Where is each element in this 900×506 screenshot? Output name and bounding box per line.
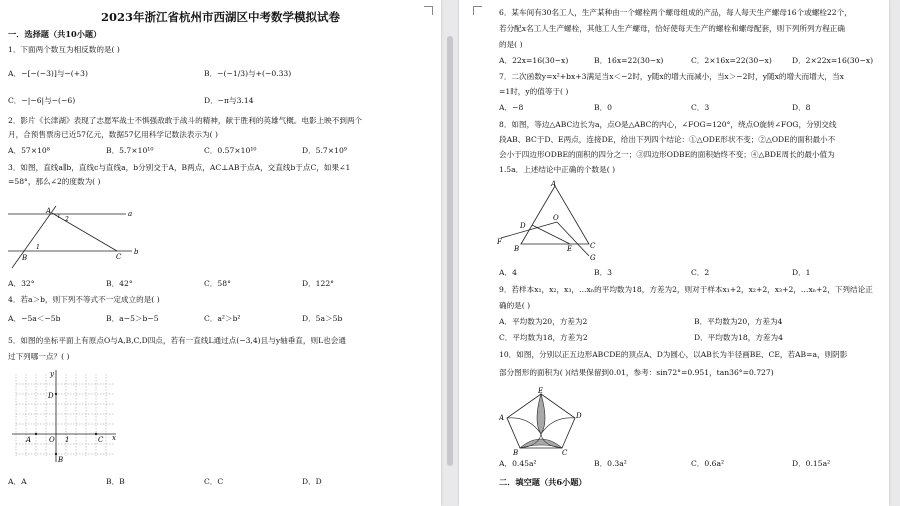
q5-option-a: A．A: [8, 477, 27, 486]
q3-option-d: D．122°: [302, 279, 334, 288]
label-point-g: G: [590, 254, 596, 262]
q5-option-b: B．B: [106, 477, 125, 486]
q1-option-b: B．−(−1/3)与+(−0.33): [204, 69, 292, 78]
question-9-line-2: 确的是( ): [499, 301, 531, 310]
q4-option-b: B．a−5＞b−5: [106, 314, 159, 323]
q9-option-b: B．平均数为20，方差为4: [694, 317, 783, 326]
label-point-b: B: [514, 245, 520, 253]
q2-option-d: D．5.7×10⁹: [302, 146, 347, 155]
q9-option-c: C．平均数为18，方差为2: [499, 333, 588, 342]
label-angle-1: 1: [36, 244, 40, 251]
label-one: 1: [65, 436, 70, 444]
label-point-a: A: [26, 436, 32, 444]
q1-option-a: A．−[−(−3)]与−(+3): [8, 69, 88, 78]
q10-option-a: A．0.45a²: [499, 459, 537, 468]
label-point-o: O: [553, 214, 559, 222]
q3-option-a: A．32°: [8, 279, 35, 288]
q3-option-b: B．42°: [106, 279, 133, 288]
label-point-a: A: [46, 207, 52, 215]
figure-equilateral-triangle: [497, 180, 607, 262]
label-point-c: C: [116, 253, 122, 261]
question-9-line-1: 9．若样本x₁，x₂，x₃，…xₙ的平均数为18，方差为2，则对于样本x₁+2，x₂+2，x₃+2，…xₙ+2，下列结论正: [499, 285, 873, 294]
question-4: 4．若a＞b，则下列不等式不一定成立的是( ): [8, 295, 160, 304]
question-8-line-2: 段AB、BC于D、E两点，连接DE，给出下列四个结论：①△ODE形状不变；②△ODE的面积最小不: [499, 135, 836, 144]
q4-option-a: A．−5a＜−5b: [8, 314, 61, 323]
question-10-line-1: 10．如图，分别以正五边形ABCDE的顶点A、D为圆心，以AB长为半径画BE、CE，若AB=a，则阴影: [499, 350, 848, 359]
figure-coordinate-grid: [10, 368, 122, 466]
q7-option-a: A．−8: [499, 103, 524, 112]
question-6-line-1: 6．某车间有30名工人，生产某种由一个螺栓两个螺母组成的产品，每人每天生产螺母16个或螺栓22个，: [499, 8, 852, 17]
q6-option-c: C．2×16x=22(30−x): [691, 56, 772, 65]
label-a: a: [128, 210, 133, 218]
label-point-b: B: [513, 449, 519, 456]
q10-option-c: C．0.6a²: [691, 459, 725, 468]
ray-of: [501, 222, 557, 238]
line-c: [12, 206, 56, 268]
q6-option-d: D．2×22x=16(30−x): [792, 56, 874, 65]
q6-option-b: B．16x=22(30−x): [594, 56, 664, 65]
question-5-line-2: 过下列哪一点？( ): [8, 352, 70, 361]
question-10-line-2: 部分图形的面积为( )(结果保留到0.01，参考：sin72°=0.951，tan36°=0.727): [499, 368, 774, 377]
q10-option-d: D．0.15a²: [792, 459, 831, 468]
question-6-line-3: 的是( ): [499, 40, 523, 49]
q7-option-d: D．8: [792, 103, 811, 112]
q8-option-a: A．4: [499, 268, 517, 277]
label-point-d: D: [48, 392, 54, 400]
label-point-b: B: [22, 254, 28, 262]
label-point-c: C: [98, 436, 104, 444]
label-angle-2: 2: [65, 216, 69, 223]
label-point-d: D: [520, 222, 526, 230]
section-heading-choice: 一．选择题（共10小题）: [8, 29, 102, 39]
label-origin: O: [49, 436, 55, 444]
q8-option-c: C．2: [691, 268, 710, 277]
shaded-lens-upper: [537, 394, 545, 434]
q3-option-c: C．58°: [204, 279, 231, 288]
section-heading-fill: 二．填空题（共6小题）: [499, 477, 587, 487]
q2-option-c: C．0.57×10¹⁰: [204, 146, 257, 155]
q1-option-d: D．−π与3.14: [204, 96, 254, 105]
q7-option-b: B．0: [594, 103, 613, 112]
label-point-a: A: [499, 414, 505, 422]
question-6-line-2: 若分配x名工人生产螺栓，其他工人生产螺母，恰好使每天生产的螺栓和螺母配套，则下列所列方程正确: [499, 24, 845, 33]
question-5-line-1: 5．如图的坐标平面上有原点O与A,B,C,D四点，若有一直线L通过点(−3,4)且与y轴垂直，则L也会通: [8, 336, 346, 345]
q8-option-b: B．3: [594, 268, 613, 277]
segment-ac: [52, 213, 117, 251]
label-x: x: [112, 434, 116, 442]
q10-option-b: B．0.3a²: [594, 459, 627, 468]
figure-pentagon: [499, 386, 583, 456]
question-7-line-2: =1时，y的值等于( ): [499, 87, 569, 96]
q8-option-d: D．1: [792, 268, 811, 277]
q5-option-c: C．C: [204, 477, 224, 486]
label-y: y: [50, 370, 54, 378]
label-b: b: [134, 248, 139, 256]
q2-option-a: A．57×10⁸: [8, 146, 50, 155]
q9-option-a: A．平均数为20，方差为2: [499, 317, 588, 326]
q5-option-d: D．D: [302, 477, 322, 486]
label-point-f: F: [497, 238, 502, 246]
q7-option-c: C．3: [691, 103, 710, 112]
page-corner-mark: [473, 6, 482, 15]
q2-option-b: B．5.7×10¹⁰: [106, 146, 154, 155]
question-8-line-4: 1.5a．上述结论中正确的个数是( ): [499, 165, 616, 174]
label-point-c: C: [562, 449, 568, 456]
question-3-line-1: 3．如图，直线a∥b，直线c与直线a，b分别交于A，B两点，AC⊥AB于点A，交直线b于点C，如果∠1: [8, 163, 351, 172]
label-point-a: A: [551, 180, 557, 188]
label-point-b: B: [58, 456, 64, 464]
question-7-line-1: 7．二次函数y=x²+bx+3满足当x＜−2时，y随x的增大而减小，当x＞−2时，y随x的增大而增大，当x: [499, 72, 844, 81]
question-2-line-2: 月，合预售票房已近57亿元，数据57亿用科学记数法表示为( ): [8, 130, 218, 139]
q9-option-d: D．平均数为18，方差为4: [694, 333, 783, 342]
question-1: 1．下面两个数互为相反数的是( ): [8, 45, 120, 54]
segment-de: [532, 225, 570, 244]
question-3-line-2: =58°，那么∠2的度数为( ): [8, 177, 101, 186]
label-point-d: D: [576, 412, 582, 420]
figure-parallel-lines: [8, 204, 140, 272]
ray-og: [557, 222, 589, 256]
label-point-e: E: [567, 245, 573, 253]
right-page: [459, 0, 889, 506]
question-8-line-1: 8．如图，等边△ABC边长为a，点O是△ABC的内心，∠FOG=120°，绕点O旋转∠FOG，分别交线: [499, 120, 837, 129]
q1-option-c: C．−|−6|与−(−6): [8, 96, 76, 105]
q4-option-d: D．5a＞5b: [302, 314, 343, 323]
q6-option-a: A．22x=16(30−x): [499, 56, 569, 65]
page-gap-scrollbar[interactable]: [445, 0, 455, 506]
exam-title: 2023年浙江省杭州市西湖区中考数学模拟试卷: [100, 10, 340, 24]
question-2-line-1: 2．影片《长津湖》表现了志愿军战士不惧强敌敢于战斗的精神，献于胜利的英雄气概。电影上映不到两个: [8, 116, 363, 125]
q4-option-c: C．a²＞b²: [204, 314, 241, 323]
label-point-c: C: [590, 242, 596, 250]
question-8-line-3: 会小于四边形ODBE的面积的四分之一；③四边形ODBE的面积始终不变；④△BDE周长的最小值为: [499, 150, 835, 159]
left-page: [0, 0, 441, 506]
scrollbar-thumb[interactable]: [447, 36, 453, 466]
label-point-e: E: [538, 387, 544, 395]
